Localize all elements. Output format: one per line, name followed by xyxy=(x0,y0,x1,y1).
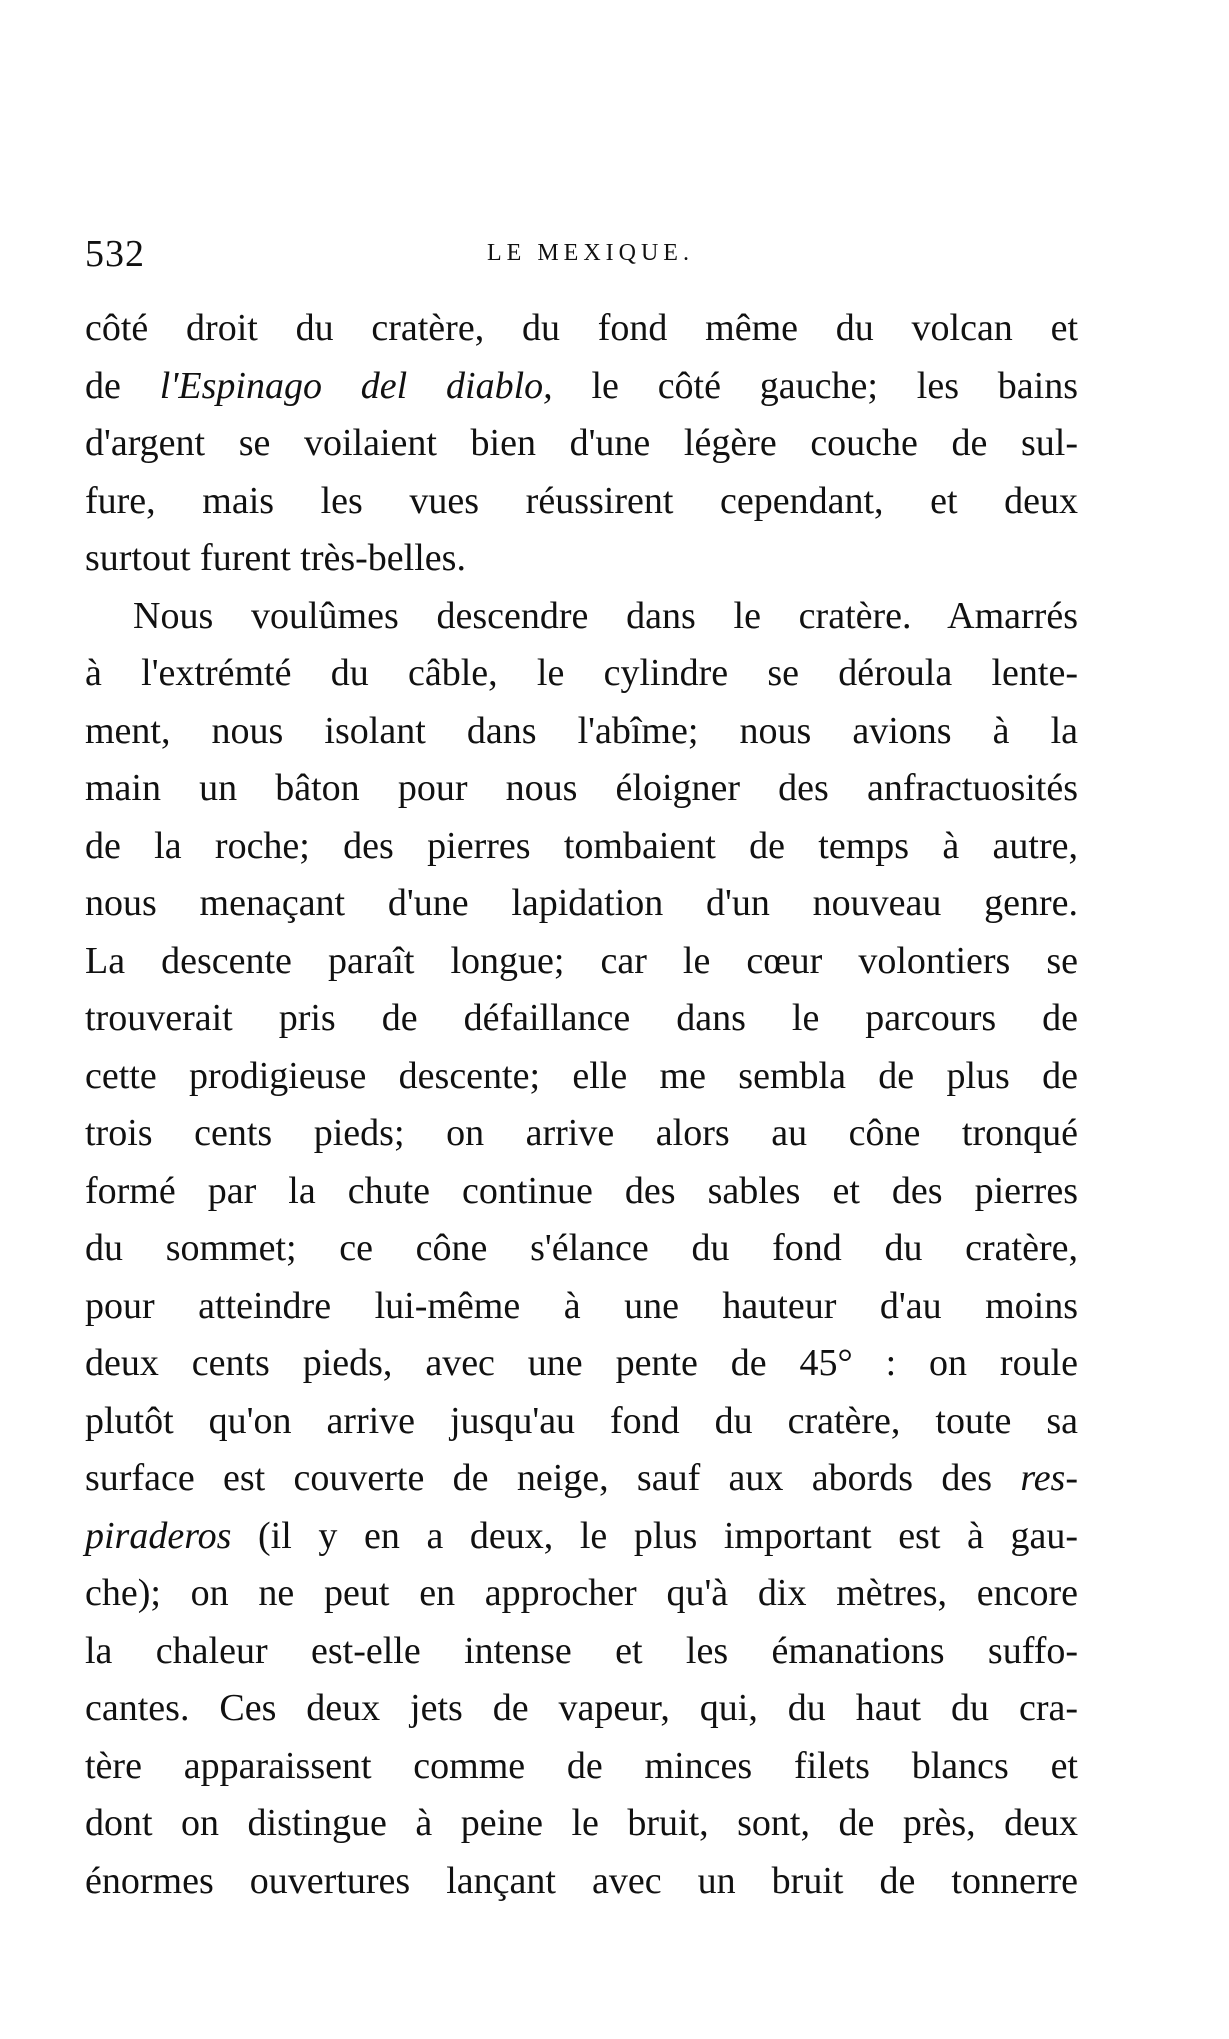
text-line: tère apparaissent comme de minces filets blancs et xyxy=(85,1744,1078,1787)
text-line: formé par la chute continue des sables et des pierres xyxy=(85,1169,1078,1212)
text-line: surtout furent très-belles. xyxy=(85,537,466,579)
text-line: che); on ne peut en approcher qu'à dix mètres, encore xyxy=(85,1572,1078,1614)
text-line: trois cents pieds; on arrive alors au cône tronqué xyxy=(85,1112,1078,1154)
text-line: ment, nous isolant dans l'abîme; nous avions à la xyxy=(85,709,1078,752)
text-line: la chaleur est-elle intense et les émanations suffo- xyxy=(85,1629,1078,1672)
italic-word: res- xyxy=(1020,1457,1078,1499)
text-fragment: (il y en a deux, le plus important est à gau- xyxy=(258,1514,1078,1557)
text-fragment: surface est couverte de neige, sauf aux abords des xyxy=(85,1457,992,1499)
page-number: 532 xyxy=(85,233,145,275)
italic-word: piraderos xyxy=(85,1514,232,1557)
text-line: cette prodigieuse descente; elle me sembla de plus de xyxy=(85,1054,1078,1097)
running-head xyxy=(85,232,1085,292)
text-line: cantes. Ces deux jets de vapeur, qui, du haut du cra- xyxy=(85,1687,1078,1729)
text-line: de la roche; des pierres tombaient de temps à autre, xyxy=(85,824,1078,867)
text-line: côté droit du cratère, du fond même du volcan et xyxy=(85,307,1078,349)
text-fragment: le côté gauche; les bains xyxy=(591,364,1079,407)
text-line xyxy=(85,1508,1078,1566)
italic-title: l'Espinago del diablo, xyxy=(159,364,553,407)
text-line: La descente paraît longue; car le cœur volontiers se xyxy=(85,939,1078,982)
text-line xyxy=(85,1450,1078,1508)
text-line: nous menaçant d'une lapidation d'un nouveau genre. xyxy=(85,882,1078,924)
text-line: plutôt qu'on arrive jusqu'au fond du cratère, toute sa xyxy=(85,1399,1078,1442)
text-line: d'argent se voilaient bien d'une légère couche de sul- xyxy=(85,422,1078,464)
text-line: trouverait pris de défaillance dans le parcours de xyxy=(85,997,1078,1039)
text-line xyxy=(85,358,1078,416)
text-fragment: de xyxy=(85,364,121,407)
text-line: à l'extrémté du câble, le cylindre se déroula lente- xyxy=(85,652,1078,694)
body-text xyxy=(85,300,1078,1910)
text-line: énormes ouvertures lançant avec un bruit de tonnerre xyxy=(85,1859,1078,1902)
text-line: du sommet; ce cône s'élance du fond du cratère, xyxy=(85,1227,1078,1269)
text-line: main un bâton pour nous éloigner des anfractuosités xyxy=(85,767,1078,809)
paragraph-start: Nous voulûmes descendre dans le cratère. Amarrés xyxy=(133,594,1078,637)
text-line: deux cents pieds, avec une pente de 45° : on roule xyxy=(85,1342,1078,1384)
running-title: LE MEXIQUE. xyxy=(487,240,694,266)
text-line: fure, mais les vues réussirent cependant, et deux xyxy=(85,479,1078,522)
text-line: pour atteindre lui-même à une hauteur d'au moins xyxy=(85,1284,1078,1327)
text-line: dont on distingue à peine le bruit, sont, de près, deux xyxy=(85,1802,1078,1844)
